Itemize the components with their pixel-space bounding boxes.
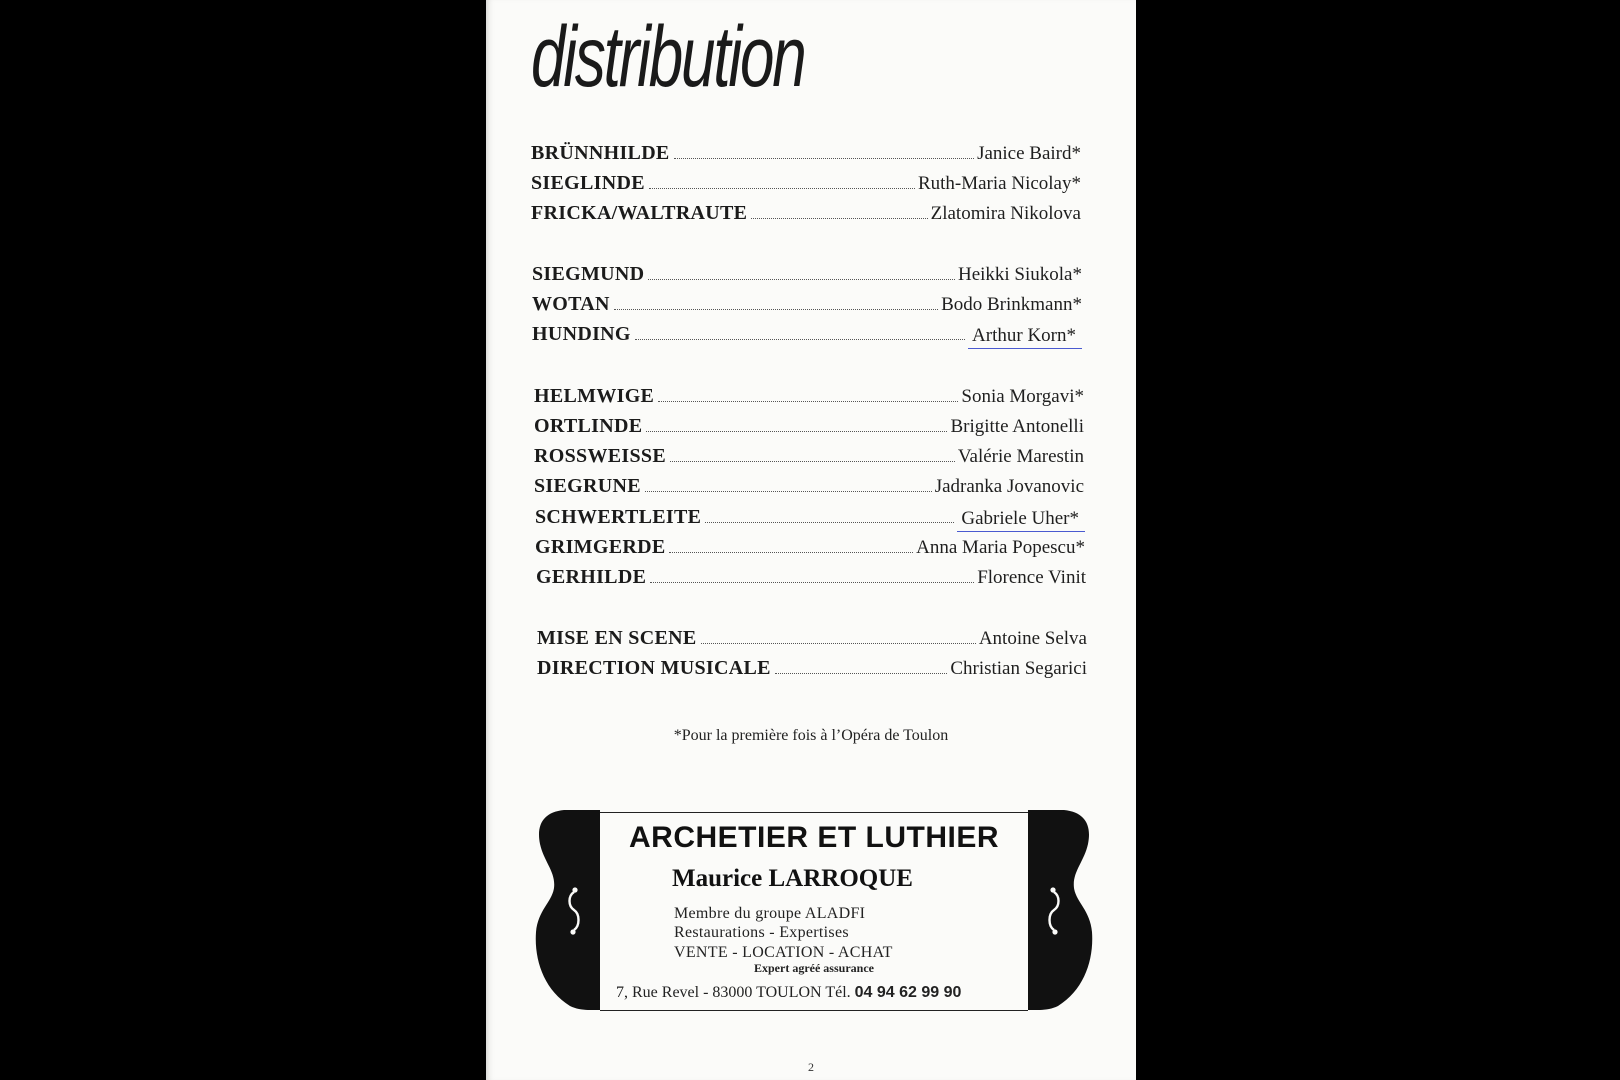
leader-dots <box>646 430 947 432</box>
cast-row <box>534 440 1084 468</box>
page-number: 2 <box>808 1060 814 1074</box>
cast-row <box>535 531 1085 559</box>
cast-row <box>536 561 1086 589</box>
leader-dots <box>614 308 938 310</box>
cast-row <box>532 258 1082 286</box>
cast-role: DIRECTION MUSICALE <box>537 657 771 679</box>
leader-dots <box>645 490 932 492</box>
ad-address-line <box>616 984 961 1002</box>
ad-owner-name: Maurice LARROQUE <box>672 865 913 892</box>
cast-name: Arthur Korn* <box>968 325 1082 349</box>
program-page <box>486 0 1136 1080</box>
cast-row <box>534 470 1084 498</box>
cast-role: MISE EN SCENE <box>537 627 697 649</box>
cast-row <box>534 380 1084 408</box>
cast-row <box>537 622 1087 650</box>
cast-role: SIEGLINDE <box>531 172 645 194</box>
cast-name: Florence Vinit <box>977 567 1086 588</box>
cast-name: Anna Maria Popescu* <box>916 537 1085 558</box>
cast-role: BRÜNNHILDE <box>531 142 670 164</box>
cast-name: Brigitte Antonelli <box>950 416 1084 437</box>
page-title: distribution <box>531 9 805 105</box>
cast-role: FRICKA/WALTRAUTE <box>531 202 748 224</box>
cast-name: Sonia Morgavi* <box>961 386 1084 407</box>
cast-name: Christian Segarici <box>950 658 1087 679</box>
cast-row <box>535 501 1085 529</box>
ad-line: VENTE - LOCATION - ACHAT <box>674 944 893 961</box>
leader-dots <box>670 460 955 462</box>
cast-name: Zlatomira Nikolova <box>930 203 1081 224</box>
leader-dots <box>751 217 927 219</box>
cast-role: HUNDING <box>532 323 631 345</box>
cast-role: SIEGMUND <box>532 263 645 285</box>
footnote: *Pour la première fois à l’Opéra de Toulon <box>673 727 949 744</box>
cast-role: GERHILDE <box>536 566 647 588</box>
cast-row <box>534 410 1084 438</box>
ad-line: Restaurations - Expertises <box>674 924 849 941</box>
cast-name: Valérie Marestin <box>957 446 1084 467</box>
leader-dots <box>648 278 955 280</box>
leader-dots <box>649 187 915 189</box>
leader-dots <box>650 581 974 583</box>
violin-silhouette-icon <box>1028 810 1094 1010</box>
leader-dots <box>705 521 954 523</box>
cast-role: GRIMGERDE <box>535 536 666 558</box>
cast-role: HELMWIGE <box>534 385 655 407</box>
cast-role: WOTAN <box>532 293 610 315</box>
cast-name: Ruth-Maria Nicolay* <box>917 173 1081 194</box>
leader-dots <box>669 551 913 553</box>
ad-expert: Expert agréé assurance <box>754 961 874 975</box>
ad-heading: ARCHETIER ET LUTHIER <box>629 821 999 854</box>
cast-role: SIEGRUNE <box>534 475 641 497</box>
cast-role: ROSSWEISSE <box>534 445 666 467</box>
ad-line: Membre du groupe ALADFI <box>674 905 866 922</box>
luthier-advertisement <box>534 808 1094 1013</box>
cast-role: ORTLINDE <box>534 415 643 437</box>
cast-name: Janice Baird* <box>977 143 1081 164</box>
ad-phone: 04 94 62 99 90 <box>854 984 962 1001</box>
leader-dots <box>701 642 976 644</box>
violin-silhouette-icon <box>534 810 600 1010</box>
cast-row <box>532 288 1082 316</box>
cast-name: Heikki Siukola* <box>957 264 1082 285</box>
leader-dots <box>658 400 958 402</box>
cast-name: Antoine Selva <box>978 628 1087 649</box>
cast-row <box>531 197 1081 225</box>
cast-name: Jadranka Jovanovic <box>934 476 1084 497</box>
ad-text-box <box>600 812 1028 1011</box>
cast-row <box>537 652 1087 680</box>
leader-dots <box>674 157 974 159</box>
ad-address: 7, Rue Revel - 83000 TOULON Tél. <box>616 984 851 1001</box>
cast-row <box>531 137 1081 165</box>
cast-role: SCHWERTLEITE <box>535 506 702 528</box>
leader-dots <box>635 338 965 340</box>
leader-dots <box>775 672 948 674</box>
cast-name: Bodo Brinkmann* <box>941 294 1082 315</box>
cast-row <box>532 318 1082 346</box>
cast-name: Gabriele Uher* <box>957 508 1085 532</box>
cast-row <box>531 167 1081 195</box>
